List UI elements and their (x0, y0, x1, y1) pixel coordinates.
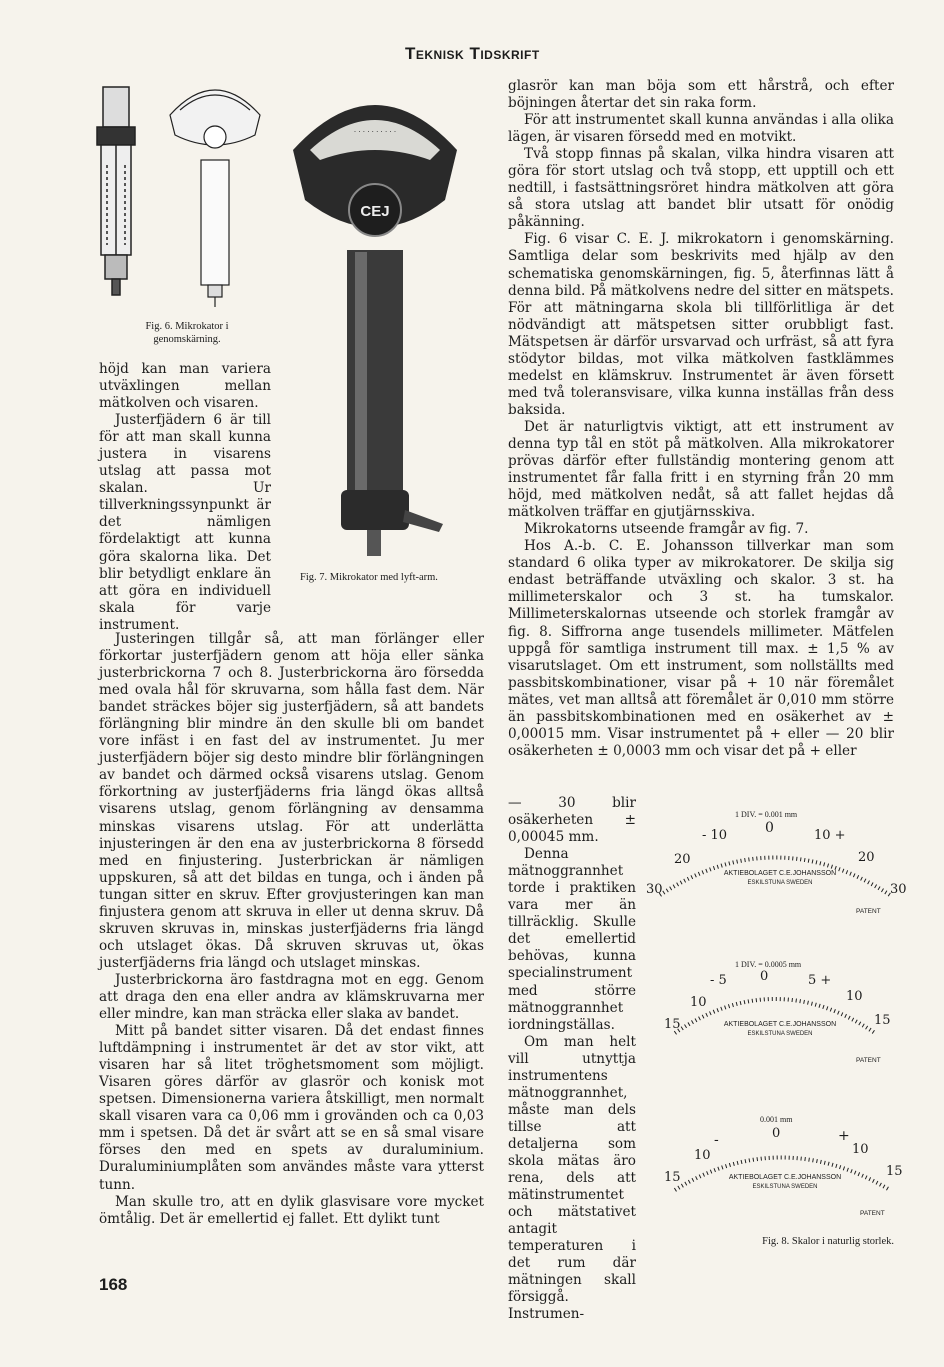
maker-city: ESKILSTUNA SWEDEN (747, 880, 813, 886)
scale-center: 0 (772, 1126, 781, 1141)
paragraph: glasrör kan man böja som ett hårstrå, och efter böjningen återtar det sin raka form. (508, 78, 894, 112)
scale-2 (650, 955, 900, 1070)
fig8-caption: Fig. 8. Skalor i naturlig storlek. (762, 1236, 894, 1247)
maker-city: ESKILSTUNA SWEDEN (752, 1184, 818, 1190)
cej-logo: CEJ (360, 203, 390, 220)
fig7-illustration (275, 80, 475, 570)
scale-right: 10 + (814, 828, 846, 843)
scale-left-3: 15 (664, 1170, 681, 1185)
paragraph: Mitt på bandet sitter visaren. Då det endast finnes luftdämpning i instrumentet är det av stor vikt, att visaren har så litet tröghetsmoment som möjligt. Visaren göres därför av glasrör och konisk mot spetsen. Dimensionerna variera åtskilligt, men normalt skall visaren vara ca 0,06 mm i grovänden och ca 0,03 mm i spetsen. Då det är svårt att se en så smal visare förses den med en spets av duraluminium. Duraluminiumplåten som användes måste vara ytterst tunn. (99, 1023, 484, 1193)
scale-division: 1 DIV. = 0.0005 mm (735, 960, 802, 969)
scale-right-2: 10 (852, 1142, 869, 1157)
right-main-text (508, 78, 894, 760)
scale-left-2: 10 (694, 1148, 711, 1163)
right-narrow-text (508, 795, 636, 1323)
maker-city: ESKILSTUNA SWEDEN (747, 1031, 813, 1037)
scale-left-3: 30 (646, 882, 663, 897)
scale-right: + (838, 1128, 850, 1144)
scale-1 (640, 800, 910, 920)
cross-section-drawing (97, 87, 135, 295)
scale-left-3: 15 (664, 1017, 681, 1032)
fig7-caption: Fig. 7. Mikrokator med lyft-arm. (300, 572, 438, 583)
paragraph: Hos A.-b. C. E. Johansson tillverkar man som standard 6 olika typer av mikrokatorer. De skilja sig endast beträffande utväxling och skalor. 3 st. ha millimeterskalor och 3 st. ha tumskalor. Millimeterskalornas utseende och storlek framgår av fig. 8. Siffrorna ange tusendels millimeter. Mätfelen uppgå för samtliga instrument till max. ± 1,5 % av visarutslaget. Om ett instrument, som nollställts med passbitskombinationer, visar på + 10 när föremålet mätes, vet man alltså att föremålet är 0,010 mm större än passbitskombinationen med en osäkerhet av ± 0,00015 mm. Visar instrumentet på + eller — 20 blir osäkerheten ± 0,0003 mm och visar det på + eller (508, 538, 894, 759)
fig6-illustration (95, 75, 270, 320)
scale-3 (660, 1110, 910, 1225)
svg-text:. . . . . . . . . .: . . . . . . . . . . (353, 125, 397, 134)
paragraph: Justerbrickorna äro fastdragna mot en egg. Genom att draga den ena eller andra av klämskruvarna mer eller mindre, kan man sträcka eller slaka av bandet. (99, 971, 484, 1023)
scale-left: - 5 (710, 973, 727, 988)
paragraph: För att instrumentet skall kunna användas i alla olika lägen, är visaren försedd med en motvikt. (508, 112, 894, 146)
paragraph: Mikrokatorns utseende framgår av fig. 7. (524, 521, 809, 538)
maker-name: AKTIEBOLAGET C.E.JOHANSSON (723, 870, 837, 877)
journal-title: Teknisk Tidskrift (405, 44, 540, 63)
patent-label: PATENT (856, 908, 881, 915)
scale-right-3: 15 (874, 1013, 891, 1028)
maker-name: AKTIEBOLAGET C.E.JOHANSSON (728, 1174, 842, 1181)
scale-right-3: 30 (890, 882, 907, 897)
scale-division: 1 DIV. = 0.001 mm (735, 810, 798, 819)
paragraph: Om man helt vill utnyttja instrumentens mätnoggrannhet, måste man dels tillse att detaljerna som skola mätas äro rena, dels att mätinstrumentet och mätstativet antagit temperaturen i det rum där mätningen skall försiggå. Instrumen- (508, 1033, 636, 1323)
scale-left: - 10 (702, 828, 728, 843)
scale-center: 0 (765, 820, 774, 836)
paragraph: Det är naturligtvis viktigt, att ett instrument av denna typ tål en stöt på mätkolven. Alla mikrokatorer prövas därför efter fullständig montering genom att instrumentet får falla fritt i en styrning från 20 mm höjd, med mätkolven nedåt, så att fallet hejdas då mätkolven träffar en gjutjärnsskiva. (508, 418, 894, 521)
paragraph: Man skulle tro, att en dylik glasvisare vore mycket ömtålig. Det är emellertid ej fallet. Ett dylikt tunt (99, 1193, 484, 1227)
scale-right-2: 20 (858, 850, 875, 865)
scale-left-2: 20 (674, 852, 691, 867)
left-narrow-text (99, 361, 271, 634)
page-number: 168 (99, 1275, 128, 1294)
paragraph: Justerfjädern 6 är till för att man skall kunna justera in visarens utslag att passa mot skalan. Ur tillverkningssynpunkt är det nämligen fördelaktigt att kunna göra skalorna lika. Det blir betydligt enklare än att göra en individuell skala för varje instrument. (99, 412, 271, 633)
front-view-drawing (170, 90, 260, 307)
maker-name: AKTIEBOLAGET C.E.JOHANSSON (723, 1021, 837, 1028)
scale-right-2: 10 (846, 989, 863, 1004)
scale-left-2: 10 (690, 995, 707, 1010)
paragraph: — 30 blir osäkerheten ± 0,00045 mm. (508, 795, 636, 846)
paragraph: höjd kan man variera utväxlingen mellan mätkolven och visaren. (99, 361, 271, 412)
scale-right: 5 + (808, 973, 832, 988)
scale-left: - (714, 1132, 719, 1148)
patent-label: PATENT (856, 1057, 881, 1064)
paragraph: Fig. 6 visar C. E. J. mikrokatorn i genomskärning. Samtliga delar som beskrivits med hjälp av den schematiska genomskärningen, fig. 5, återfinnas lätt å denna bild. På mätkolvens nedre del sitter en mätspets. För att mätningarna skola bli tillförlitliga är det nödvändigt att mätspetsen sitter orubbligt fast. Mätspetsen är därför ursvarvad och urfräst, så att fyra stödytor bildas, mot vilka mätkolven fastklämmes medelst en klämskruv. Instrumentet är även försett med två toleransvisare, vilka kunna inställas från dess baksida. (508, 231, 894, 418)
fig6-caption: Fig. 6. Mikrokator i genomskärning. (145, 321, 229, 345)
scale-center: 0 (760, 969, 769, 984)
scale-right-3: 15 (886, 1164, 903, 1179)
paragraph: Justeringen tillgår så, att man förlänger eller förkortar justerfjädern genom att höja eller sänka justerbrickorna 7 och 8. Justerbrickorna äro försedda med ovala hål för skruvarna, som hålla fast dem. När bandet sträckes böjer sig justerfjädern, så att bandets förlängning blir mindre än den skulle bli om bandet vore infäst i en fast del av instrumentet. Ju mer justerfjädern böjer sig desto mindre blir förlängningen av bandet och därmed också visarens utslag. Genom förkortning av justerfjäderns fria längd ökas alltså visarens utslag, genom förlängning av densamma minskas visarens utslag. För att underlätta injusteringen är den ena av justerbrickorna 8 försedd med en finjustering. Justerbrickan är nämligen uppskuren, så att det bildas en tunga, och i änden på tungan sitter en skruv. Efter grovjusteringen kan man finjustera genom att skruva in eller ut denna skruv. Då skruven skruvas in, minskas justerfjäderns fria längd och utslaget ökas. Då skruven skruvas ut, ökas justerfjäderns fria längd och utslaget minskas. (99, 631, 484, 971)
paragraph: Denna mätnoggrannhet torde i praktiken vara mer än tillräcklig. Skulle det emellertid behövas, kunna specialinstrument med större mätnoggrannhet iordningställas. (508, 846, 636, 1033)
paragraph: Två stopp finnas på skalan, vilka hindra visaren att göra för stort utslag och två stopp, ett upptill och ett nedtill, i fastsättningsröret hindra mätkolven att göra så stora utslag att bandet blir utsatt för onödig påkänning. (508, 146, 894, 231)
patent-label: PATENT (860, 1210, 885, 1217)
left-main-text (99, 631, 484, 1228)
scale-division: 0.001 mm (760, 1115, 793, 1124)
